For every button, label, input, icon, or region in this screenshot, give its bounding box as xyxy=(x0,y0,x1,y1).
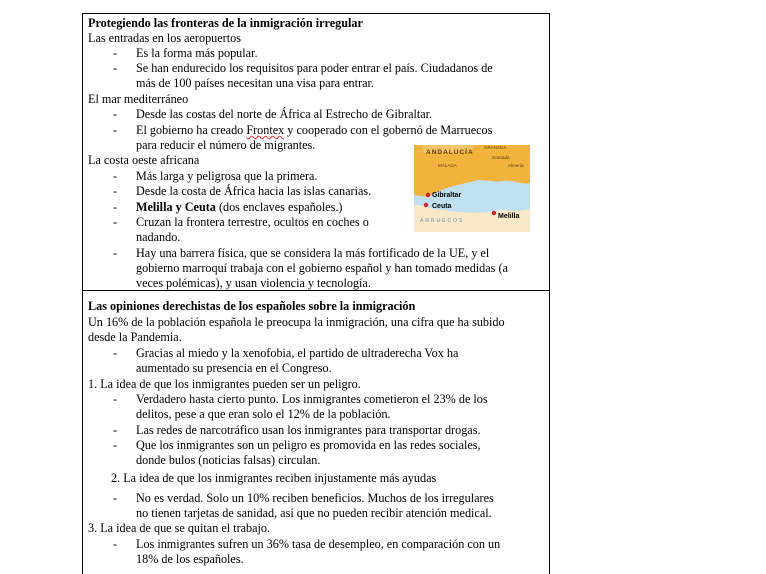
list-item: Que los inmigrantes son un peligro es promovida en las redes sociales, xyxy=(136,438,481,452)
list-item: donde bulos (noticias falsas) circulan. xyxy=(136,453,321,467)
strait-map-image xyxy=(414,145,530,232)
list-item: Verdadero hasta cierto punto. Los inmigrantes cometieron el 23% de los xyxy=(136,392,488,406)
paragraph-line: desde la Pandemia. xyxy=(88,330,182,344)
bullet-dash: - xyxy=(113,123,118,137)
list-item: Hay una barrera física, que se considera la más fortificado de la UE, y el xyxy=(136,246,490,260)
list-item: Las redes de narcotráfico usan los inmigrantes para transportar drogas. xyxy=(136,423,481,437)
bullet-dash: - xyxy=(113,537,118,551)
text-span: y cooperado con el gobernó de Marruecos xyxy=(284,123,493,137)
list-item: Se han endurecido los requisitos para poder entrar el país. Ciudadanos de xyxy=(136,61,493,75)
list-item: Desde la costa de África hacia las islas canarias. xyxy=(136,184,372,198)
bullet-dash: - xyxy=(113,61,118,75)
list-item: Desde las costas del norte de África al Estrecho de Gibraltar. xyxy=(136,107,433,121)
bullet-dash: - xyxy=(113,200,118,214)
text-span: (dos enclaves españoles.) xyxy=(215,200,343,214)
bullet-dash: - xyxy=(113,491,118,505)
map-label-city: MÁLAGA xyxy=(438,163,457,168)
sea-heading: El mar mediterráneo xyxy=(88,92,189,106)
text-span: El gobierno ha creado xyxy=(136,123,247,137)
map-label-city: Almería xyxy=(508,163,524,168)
list-item: Los inmigrantes sufren un 36% tasa de desempleo, en comparación con un xyxy=(136,537,501,551)
section-title: Las opiniones derechistas de los españoles sobre la inmigración xyxy=(88,299,416,313)
map-label-city: GRANADA xyxy=(484,145,507,150)
bullet-dash: - xyxy=(113,46,118,60)
bullet-dash: - xyxy=(113,184,118,198)
section-box-opinions xyxy=(82,290,550,574)
airports-heading: Las entradas en los aeropuertos xyxy=(88,31,241,45)
list-item: No es verdad. Solo un 10% reciben beneficios. Muchos de los irregulares xyxy=(136,491,494,505)
ceuta-marker xyxy=(424,203,428,207)
map-label-sea: ARRUECOS xyxy=(420,218,465,224)
bullet-dash: - xyxy=(113,107,118,121)
map-label-city: Melilla xyxy=(498,213,520,220)
bullet-dash: - xyxy=(113,423,118,437)
bullet-dash: - xyxy=(113,215,118,229)
point-heading: 3. La idea de que se quitan el trabajo. xyxy=(88,521,271,535)
list-item xyxy=(136,123,492,138)
point-heading: 1. La idea de que los inmigrantes pueden ser un peligro. xyxy=(88,377,361,391)
bullet-dash: - xyxy=(113,169,118,183)
list-item: Es la forma más popular. xyxy=(136,46,258,60)
paragraph-line: Un 16% de la población española le preocupa la inmigración, una cifra que ha subido xyxy=(88,315,505,329)
map-label-city: Ceuta xyxy=(432,203,452,210)
list-item: para reducir el número de migrantes. xyxy=(136,138,316,152)
list-item: no tienen tarjetas de sanidad, así que no pueden recibir atención medical. xyxy=(136,506,492,520)
melilla-marker xyxy=(492,211,496,215)
bullet-dash: - xyxy=(113,392,118,406)
bullet-dash: - xyxy=(113,246,118,260)
map-label-city: Gibraltar xyxy=(432,192,462,199)
gibraltar-marker xyxy=(426,193,430,197)
list-item: delitos, pese a que eran solo el 12% de la población. xyxy=(136,407,391,421)
frontex-word: Frontex xyxy=(246,123,285,137)
map-graphic xyxy=(414,145,530,232)
list-item: 18% de los españoles. xyxy=(136,552,244,566)
bullet-dash: - xyxy=(113,438,118,452)
west-heading: La costa oeste africana xyxy=(88,153,200,167)
list-item: gobierno marroquí trabaja con el gobierno español y han tomado medidas (a xyxy=(136,261,508,275)
list-item: nadando. xyxy=(136,230,181,244)
list-item: Más larga y peligrosa que la primera. xyxy=(136,169,318,183)
list-item: aumentado su presencia en el Congreso. xyxy=(136,361,332,375)
section-title: Protegiendo las fronteras de la inmigración irregular xyxy=(88,16,363,30)
point-heading: 2. La idea de que los inmigrantes reciben injustamente más ayudas xyxy=(111,471,437,485)
map-label-region: ANDALUCÍA xyxy=(426,149,474,156)
bullet-dash: - xyxy=(113,346,118,360)
map-label-city: Granada xyxy=(492,155,510,160)
list-item xyxy=(136,200,342,215)
list-item: más de 100 países necesitan una visa para entrar. xyxy=(136,76,374,90)
list-item: veces polémicas), y usan violencia y tecnología. xyxy=(136,276,371,290)
bold-term: Melilla y Ceuta xyxy=(136,200,216,214)
list-item: Cruzan la frontera terrestre, ocultos en coches o xyxy=(136,215,369,229)
list-item: Gracias al miedo y la xenofobia, el partido de ultraderecha Vox ha xyxy=(136,346,459,360)
